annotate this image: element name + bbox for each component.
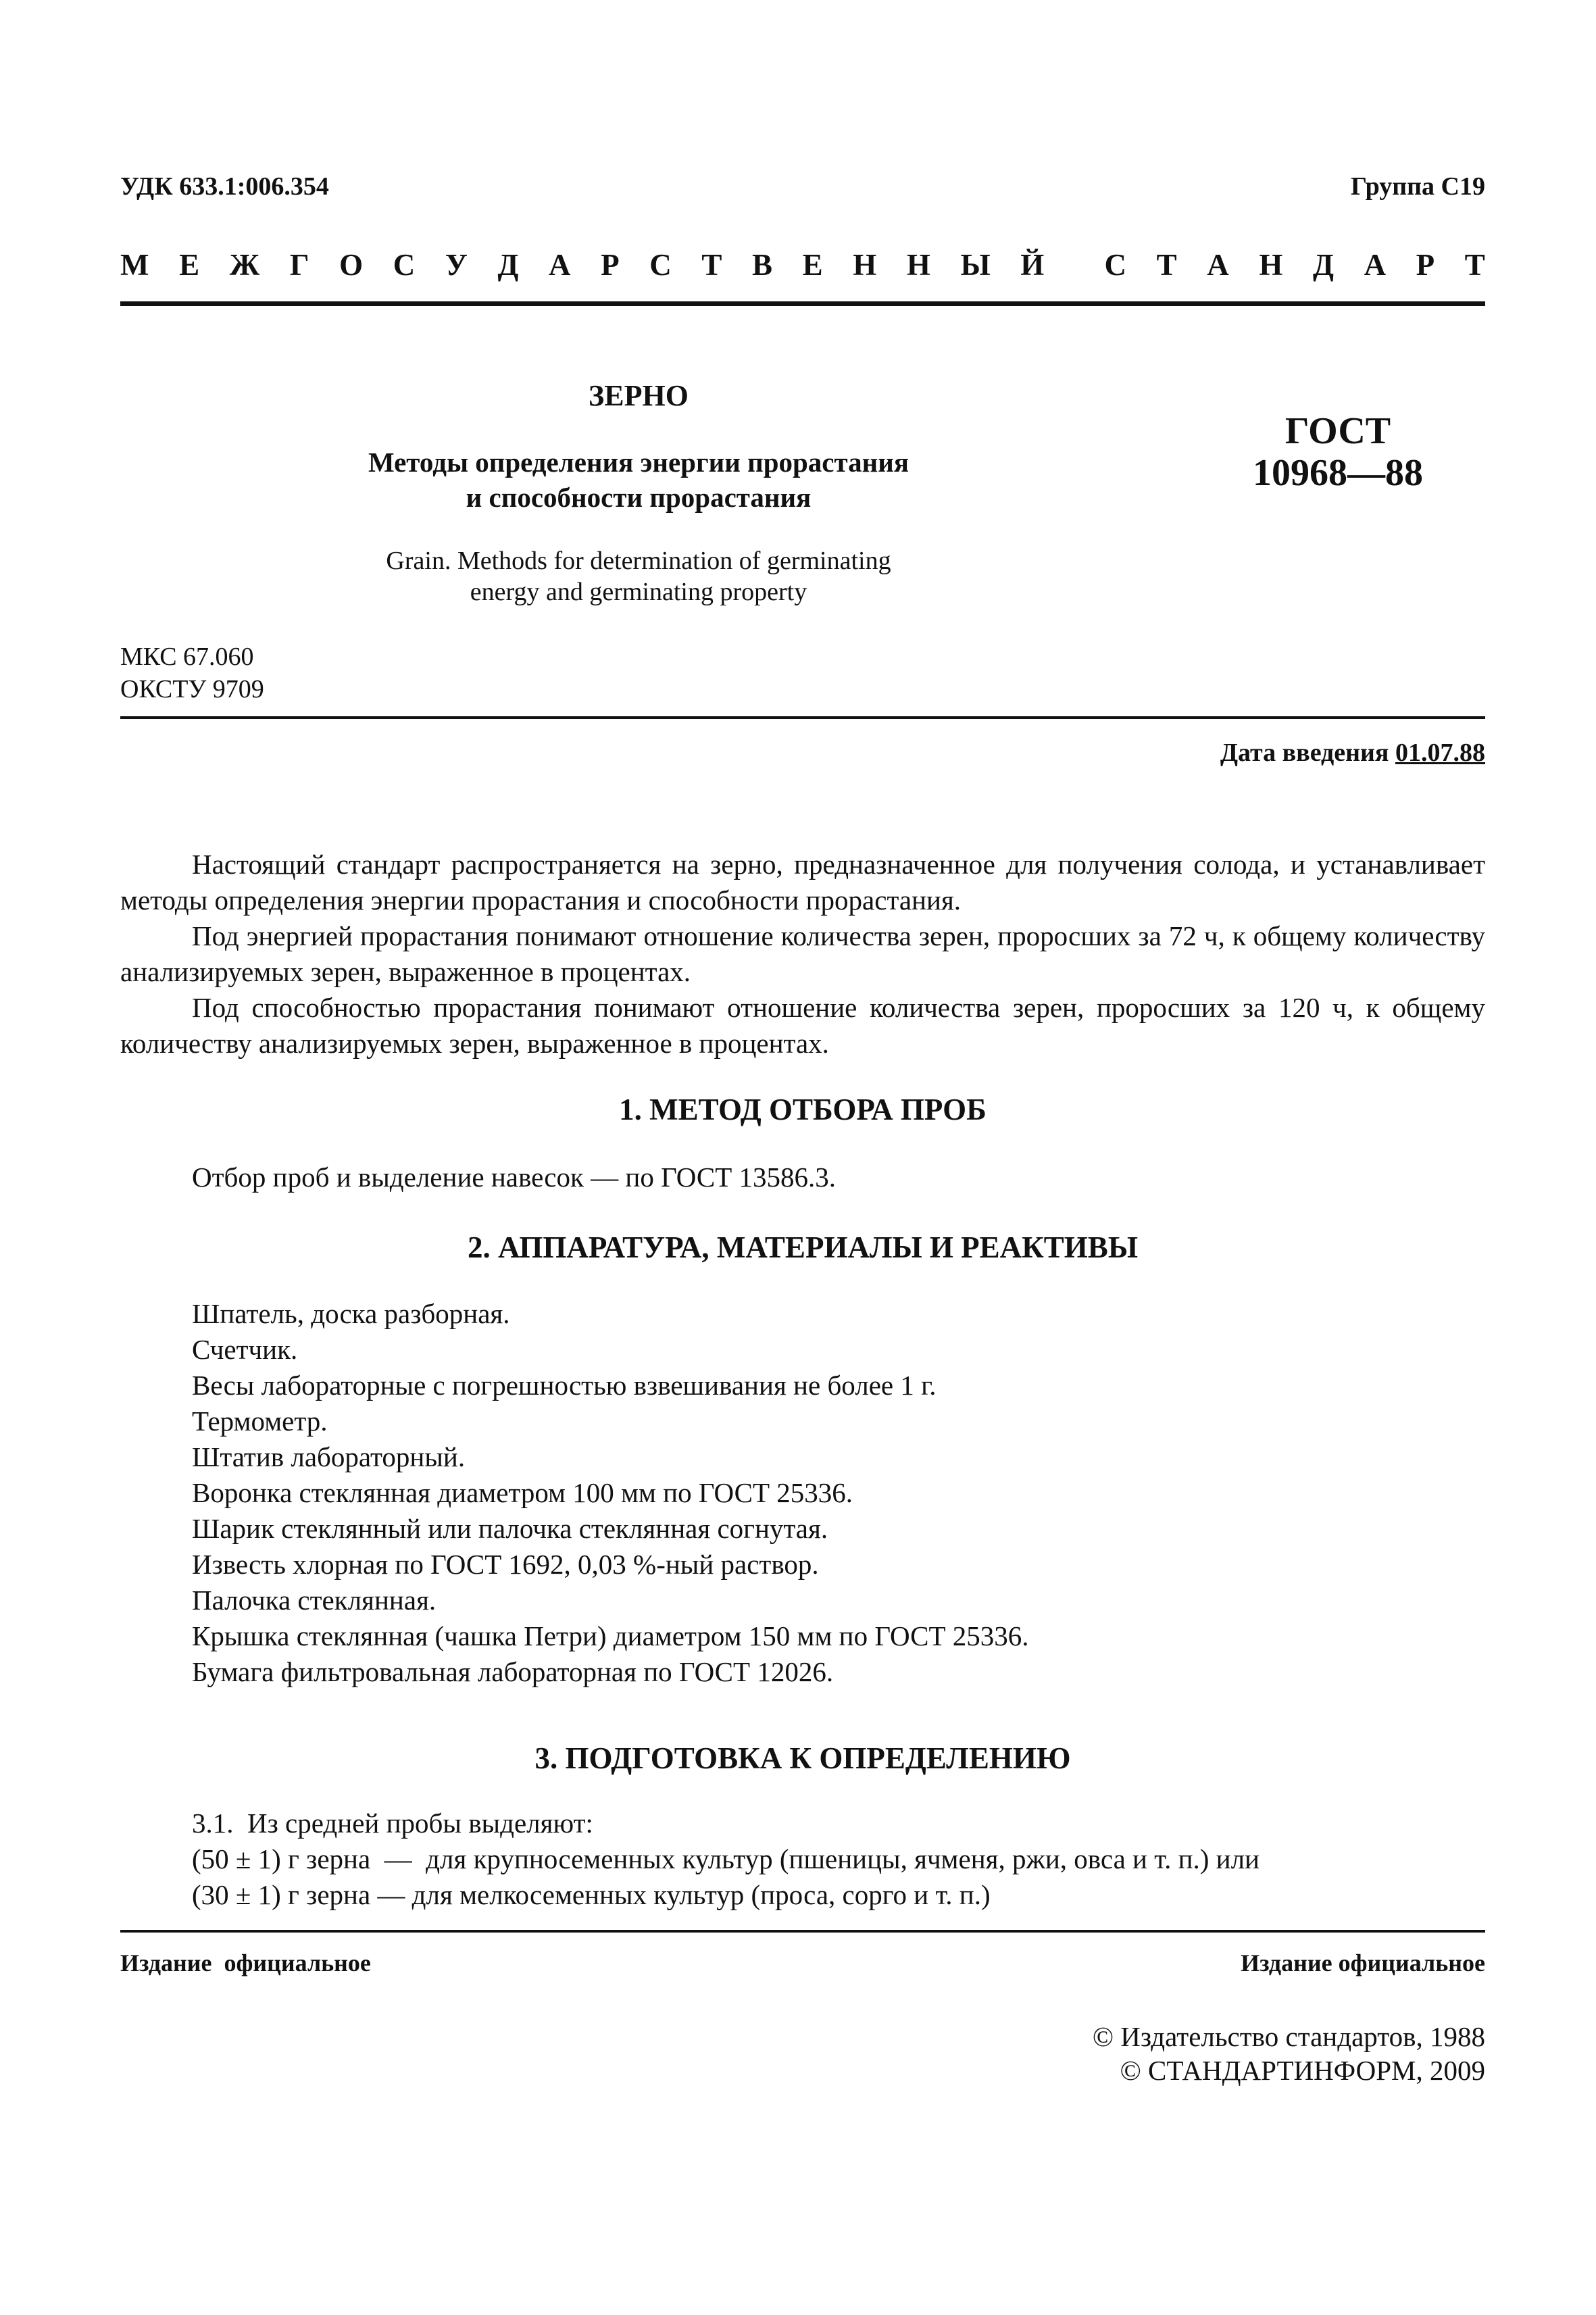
heading-letter: А xyxy=(549,248,571,282)
codes-rule xyxy=(120,716,1485,719)
list-item: Шпатель, доска разборная. xyxy=(192,1298,510,1329)
standard-type-heading xyxy=(120,247,1485,282)
copyright-2: © СТАНДАРТИНФОРМ, 2009 xyxy=(1120,2055,1485,2086)
heading-letter: Д xyxy=(497,248,519,282)
section-1-title: 1. МЕТОД ОТБОРА ПРОБ xyxy=(619,1093,987,1126)
english-title-line2: energy and germinating property xyxy=(470,578,807,606)
heading-letter: Н xyxy=(906,248,930,282)
text-line: (30 ± 1) г зерна — для мелкосеменных культур (проса, сорго и т. п.) xyxy=(192,1879,991,1910)
heading-letter: А xyxy=(1207,248,1229,282)
group-code: Группа С19 xyxy=(1350,172,1485,201)
heading-letter: Г xyxy=(289,248,309,282)
text-line: (50 ± 1) г зерна — для крупносеменных культур (пшеницы, ячменя, ржи, овса и т. п.) или xyxy=(192,1843,1260,1874)
section-3-title: 3. ПОДГОТОВКА К ОПРЕДЕЛЕНИЮ xyxy=(534,1741,1071,1775)
text-line: 3.1. Из средней пробы выделяют: xyxy=(192,1808,593,1839)
list-item: Крышка стеклянная (чашка Петри) диаметром 150 мм по ГОСТ 25336. xyxy=(192,1620,1029,1651)
effective-date-label: Дата введения xyxy=(1220,739,1389,767)
okstu-code: ОКСТУ 9709 xyxy=(120,675,264,703)
document-subtitle-line2: и способности прорастания xyxy=(466,482,812,513)
heading-letter: А xyxy=(1364,248,1387,282)
heading-letter: Е xyxy=(802,248,823,282)
edition-right: Издание официальное xyxy=(1241,1949,1485,1976)
heading-letter: С xyxy=(393,248,416,282)
list-item: Воронка стеклянная диаметром 100 мм по ГОСТ 25336. xyxy=(192,1477,853,1508)
list-item: Бумага фильтровальная лабораторная по ГОСТ 12026. xyxy=(192,1656,834,1687)
gost-number: 10968—88 xyxy=(1253,452,1423,494)
intro-text xyxy=(120,847,1485,1062)
section-1-text: Отбор проб и выделение навесок — по ГОСТ 13586.3. xyxy=(192,1162,837,1193)
heading-letter: Т xyxy=(701,248,722,282)
heading-letter: Н xyxy=(853,248,877,282)
list-item: Шарик стеклянный или палочка стеклянная согнутая. xyxy=(192,1513,828,1544)
heading-letter: Й xyxy=(1020,248,1045,282)
list-item: Известь хлорная по ГОСТ 1692, 0,03 %-ный раствор. xyxy=(192,1549,819,1580)
heading-letter: Е xyxy=(179,248,200,282)
intro-paragraph-3: Под способностью прорастания понимают отношение количества зерен, проросших за 120 ч, к общему количеству анализируемых зерен, выраженное в процентах. xyxy=(120,992,1485,1059)
list-item: Счетчик. xyxy=(192,1334,298,1365)
heading-letter: Ж xyxy=(229,248,260,282)
effective-date xyxy=(1220,738,1485,768)
heading-letter: Д xyxy=(1312,248,1334,282)
intro-paragraph-1: Настоящий стандарт распространяется на зерно, предназначенное для получения солода, и устанавливает методы определения энергии прорастания и способности прорастания. xyxy=(120,849,1485,916)
section-3-text xyxy=(192,1806,1260,1913)
heading-letter: О xyxy=(339,248,364,282)
heading-letter: Р xyxy=(601,248,620,282)
heading-letter: У xyxy=(445,248,468,282)
header-rule xyxy=(120,301,1485,306)
heading-letter: Н xyxy=(1259,248,1283,282)
copyright-1: © Издательство стандартов, 1988 xyxy=(1092,2021,1485,2052)
english-title-line1: Grain. Methods for determination of germinating xyxy=(386,547,891,575)
heading-letter: Т xyxy=(1464,248,1485,282)
heading-letter: В xyxy=(751,248,772,282)
list-item: Весы лабораторные с погрешностью взвешивания не более 1 г. xyxy=(192,1370,937,1401)
heading-letter: С xyxy=(1104,248,1127,282)
footer-rule xyxy=(120,1930,1485,1933)
heading-letter: Т xyxy=(1156,248,1177,282)
document-subtitle-line1: Методы определения энергии прорастания xyxy=(368,447,909,478)
mks-code: МКС 67.060 xyxy=(120,643,254,671)
heading-letter: С xyxy=(649,248,672,282)
intro-paragraph-2: Под энергией прорастания понимают отношение количества зерен, проросших за 72 ч, к общему количеству анализируемых зерен, выраженное в процентах. xyxy=(120,920,1485,987)
heading-letter: Ы xyxy=(960,248,991,282)
document-title: ЗЕРНО xyxy=(589,379,689,412)
heading-letter: Р xyxy=(1416,248,1435,282)
list-item: Палочка стеклянная. xyxy=(192,1585,437,1616)
section-2-title: 2. АППАРАТУРА, МАТЕРИАЛЫ И РЕАКТИВЫ xyxy=(467,1230,1139,1264)
list-item: Термометр. xyxy=(192,1405,328,1437)
udk-code: УДК 633.1:006.354 xyxy=(120,172,329,201)
edition-left: Издание официальное xyxy=(120,1949,371,1976)
section-2-list xyxy=(192,1296,1029,1690)
list-item: Штатив лабораторный. xyxy=(192,1441,466,1472)
gost-label: ГОСТ xyxy=(1285,410,1391,452)
heading-letter: М xyxy=(120,248,149,282)
effective-date-value: 01.07.88 xyxy=(1395,739,1485,767)
